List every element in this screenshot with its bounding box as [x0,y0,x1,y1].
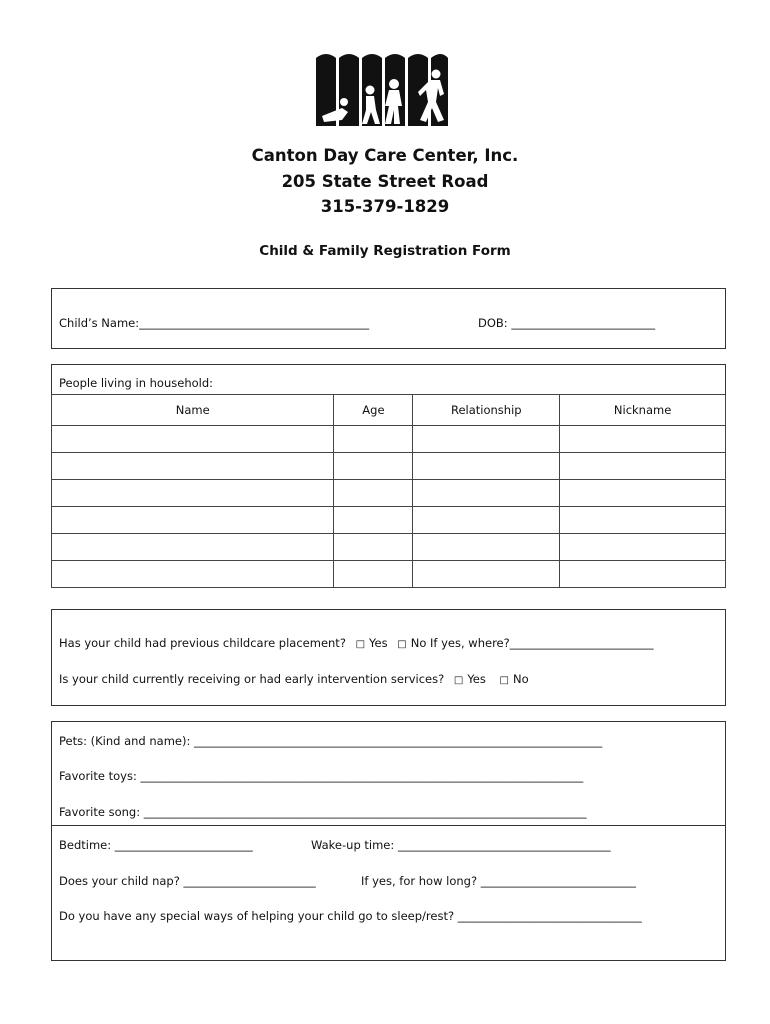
pets-field[interactable]: Pets: (Kind and name): _______________________________________________________________________ [59,734,603,748]
sleep-box [51,825,726,961]
table-row [52,507,726,534]
cell-name[interactable] [52,561,334,588]
cell-nickname[interactable] [560,426,726,453]
cell-nickname[interactable] [560,480,726,507]
child-name-field[interactable]: Child’s Name:________________________________________ [59,316,370,330]
cell-nickname[interactable] [560,534,726,561]
cell-relationship[interactable] [413,534,560,561]
early-intervention-no-checkbox[interactable]: □ [499,675,509,686]
previous-childcare-yes-label: Yes [369,636,388,650]
cell-name[interactable] [52,507,334,534]
early-intervention-label: Is your child currently receiving or had early intervention services? [59,672,445,686]
household-label-box [51,364,726,395]
cell-name[interactable] [52,534,334,561]
org-address: 205 State Street Road [281,172,489,191]
cell-age[interactable] [334,534,413,561]
childcare-box [51,609,726,706]
bedtime-field[interactable]: Bedtime: ________________________ [59,838,253,852]
cell-name[interactable] [52,480,334,507]
previous-childcare-where-field[interactable]: If yes, where?_________________________ [430,636,654,650]
cell-age[interactable] [334,507,413,534]
cell-name[interactable] [52,426,334,453]
cell-age[interactable] [334,480,413,507]
cell-nickname[interactable] [560,453,726,480]
cell-age[interactable] [334,426,413,453]
early-intervention-question [59,672,529,686]
form-title: Child & Family Registration Form [259,243,511,259]
cell-relationship[interactable] [413,480,560,507]
daycare-logo [314,50,450,126]
cell-age[interactable] [334,453,413,480]
table-row [52,426,726,453]
cell-nickname[interactable] [560,561,726,588]
nap-field[interactable]: Does your child nap? _______________________ [59,874,316,888]
column-header-age: Age [334,395,413,426]
previous-childcare-no-label: No [410,636,427,650]
special-sleep-ways-field[interactable]: Do you have any special ways of helping your child go to sleep/rest? ________________________________ [59,909,642,923]
cell-nickname[interactable] [560,507,726,534]
nap-length-field[interactable]: If yes, for how long? ___________________________ [361,874,636,888]
favorites-box [51,721,726,826]
child-info-box [51,288,726,349]
org-phone: 315-379-1829 [320,197,450,216]
wakeup-time-field[interactable]: Wake-up time: _____________________________________ [311,838,611,852]
previous-childcare-yes-checkbox[interactable]: □ [355,639,366,650]
household-header-row [52,395,726,426]
column-header-relationship: Relationship [413,395,560,426]
cell-relationship[interactable] [413,453,560,480]
early-intervention-no-label: No [513,672,529,686]
cell-relationship[interactable] [413,426,560,453]
early-intervention-yes-checkbox[interactable]: □ [453,675,464,686]
cell-relationship[interactable] [413,561,560,588]
org-name: Canton Day Care Center, Inc. [251,146,519,165]
household-label: People living in household: [59,376,214,390]
dob-field[interactable]: DOB: _________________________ [478,316,656,330]
cell-age[interactable] [334,561,413,588]
column-header-nickname: Nickname [560,395,726,426]
cell-name[interactable] [52,453,334,480]
table-row [52,534,726,561]
early-intervention-yes-label: Yes [467,672,486,686]
favorite-song-field[interactable]: Favorite song: _____________________________________________________________________________ [59,805,587,819]
cell-relationship[interactable] [413,507,560,534]
previous-childcare-question [59,636,653,650]
favorite-toys-field[interactable]: Favorite toys: _____________________________________________________________________________ [59,769,584,783]
table-row [52,453,726,480]
column-header-name: Name [52,395,334,426]
previous-childcare-no-checkbox[interactable]: □ [397,639,407,650]
table-row [52,561,726,588]
previous-childcare-label: Has your child had previous childcare placement? [59,636,346,650]
table-row [52,480,726,507]
household-table [51,394,726,588]
